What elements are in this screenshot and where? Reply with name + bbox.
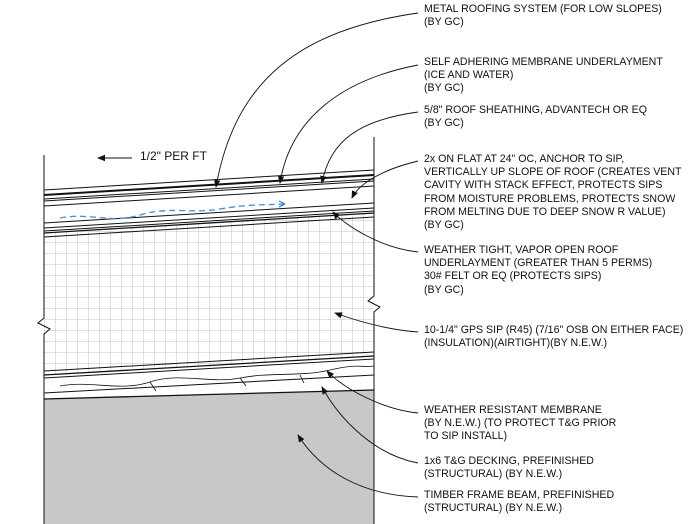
callout-roof-sheathing bbox=[424, 104, 647, 130]
callout-line: WEATHER RESISTANT MEMBRANE bbox=[424, 404, 602, 416]
callout-line: TIMBER FRAME BEAM, PREFINISHED bbox=[424, 489, 615, 501]
callout-line: SELF ADHERING MEMBRANE UNDERLAYMENT bbox=[424, 56, 663, 68]
callout-line: 1x6 T&G DECKING, PREFINISHED bbox=[424, 455, 594, 467]
callout-line: TO SIP INSTALL) bbox=[424, 430, 508, 443]
callout-line: 10-1/4" GPS SIP (R45) (7/16" OSB ON EITHER FACE) bbox=[424, 324, 684, 336]
callout-line: (BY N.E.W.) (TO PROTECT T&G PRIOR bbox=[424, 417, 617, 430]
vent-airflow-line bbox=[60, 204, 285, 218]
callout-line: 2x ON FLAT AT 24" OC, ANCHOR TO SIP, bbox=[424, 153, 625, 165]
callout-weather-resistant-membrane bbox=[424, 404, 616, 444]
callout-line: FROM MOISTURE PROBLEMS, PROTECTS SNOW bbox=[424, 192, 676, 205]
callout-roof-underlayment bbox=[424, 244, 652, 297]
callout-timber-beam bbox=[424, 489, 614, 515]
callout-tg-decking bbox=[424, 455, 594, 481]
callout-line: VERTICALLY UP SLOPE OF ROOF (CREATES VENT bbox=[424, 166, 682, 179]
callout-self-adhering-membrane bbox=[424, 56, 663, 96]
callout-metal-roofing bbox=[424, 3, 662, 29]
callout-line: (BY GC) bbox=[424, 82, 464, 95]
callout-line: (STRUCTURAL) (BY N.E.W.) bbox=[424, 468, 563, 481]
callout-line: 30# FELT OR EQ (PROTECTS SIPS) bbox=[424, 270, 602, 283]
slope-label: 1/2" PER FT bbox=[140, 149, 207, 163]
callout-line: METAL ROOFING SYSTEM (FOR LOW SLOPES) bbox=[424, 3, 662, 15]
callout-line: (ICE AND WATER) bbox=[424, 69, 514, 82]
callout-line: FROM MELTING DUE TO DEEP SNOW R VALUE) bbox=[424, 205, 666, 218]
callout-line: (BY GC) bbox=[424, 117, 464, 130]
callout-line: WEATHER TIGHT, VAPOR OPEN ROOF bbox=[424, 244, 619, 256]
callout-line: 5/8" ROOF SHEATHING, ADVANTECH OR EQ bbox=[424, 104, 647, 116]
callout-vent-battens bbox=[424, 153, 681, 232]
callout-line: CAVITY WITH STACK EFFECT, PROTECTS SIPS bbox=[424, 179, 663, 192]
callout-line: (STRUCTURAL) (BY N.E.W.) bbox=[424, 502, 563, 515]
callout-line: (BY GC) bbox=[424, 283, 464, 296]
timber-beam-fill bbox=[44, 390, 374, 524]
callout-line: UNDERLAYMENT (GREATER THAN 5 PERMS) bbox=[424, 257, 653, 270]
callout-sip-panel bbox=[424, 324, 683, 350]
callout-line: (INSULATION)(AIRTIGHT)(BY N.E.W.) bbox=[424, 337, 608, 350]
callout-line: (BY GC) bbox=[424, 16, 464, 29]
callout-line: (BY GC) bbox=[424, 219, 464, 232]
